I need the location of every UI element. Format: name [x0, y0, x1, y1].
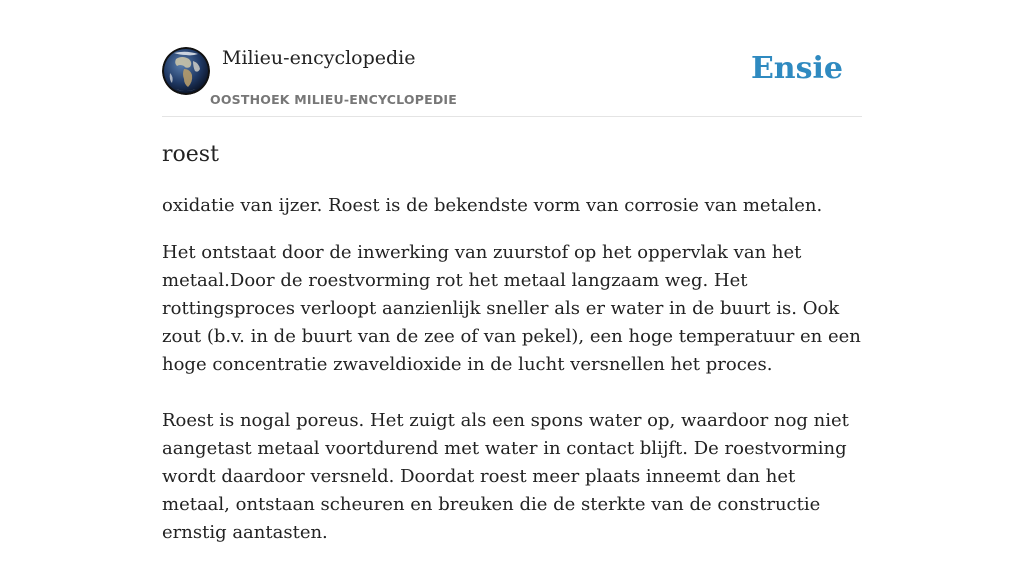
- entry-body: [162, 239, 862, 575]
- entry-definition: oxidatie van ijzer. Roest is de bekendste vorm van corrosie van metalen.: [162, 195, 823, 216]
- site-subtitle[interactable]: OOSTHOEK MILIEU-ENCYCLOPEDIE: [210, 92, 457, 107]
- globe-icon[interactable]: [162, 47, 210, 95]
- brand-logo[interactable]: Ensie: [750, 51, 843, 86]
- site-title[interactable]: Milieu-encyclopedie: [222, 47, 416, 69]
- entry-term: roest: [162, 142, 219, 167]
- entry-paragraph: Roest is nogal poreus. Het zuigt als een spons water op, waardoor nog niet aangetast metaal voortdurend met water in contact blijft. De roestvorming wordt daardoor versneld. Doordat roest meer plaats inneemt dan het metaal, ontstaan scheuren en breuken die de sterkte van de constructie ernstig aantasten.: [162, 410, 849, 543]
- site-header: [162, 46, 862, 117]
- entry-paragraph: Het ontstaat door de inwerking van zuurstof op het oppervlak van het metaal.Door de roestvorming rot het metaal langzaam weg. Het rottingsproces verloopt aanzienlijk sneller als er water in de buurt is. Ook zout (b.v. in de buurt van de zee of van pekel), een hoge temperatuur en een hoge concentratie zwaveldioxide in de lucht versnellen het proces.: [162, 242, 861, 375]
